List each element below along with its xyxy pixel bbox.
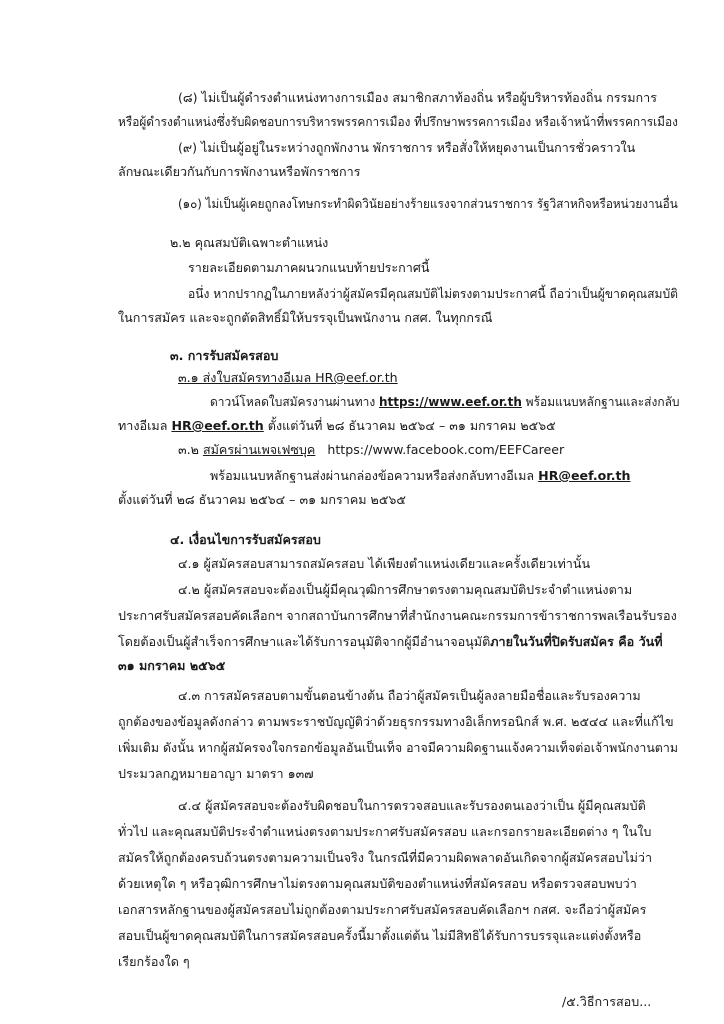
section-4-4-line-3: สมัครให้ถูกต้องครบถ้วนตรงตามความเป็นจริง ในกรณีที่มีความผิดพลาดอันเกิดจากผู้สมัครสอบไม่ว่า	[118, 850, 653, 865]
section-3-1-line-2	[118, 420, 556, 433]
section-3-1-attach-text: พร้อมแนบหลักฐานและส่งกลับ	[525, 394, 680, 409]
section-2-2-heading: ๒.๒ คุณสมบัติเฉพาะตำแหน่ง	[170, 235, 329, 250]
section-4-4-line-7: เรียกร้องใด ๆ	[118, 954, 190, 969]
item-10: (๑๐) ไม่เป็นผู้เคยถูกลงโทษกระทำผิดวินัยอย่างร้ายแรงจากส่วนราชการ รัฐวิสาหกิจหรือหน่วยงานอื่น	[178, 196, 678, 211]
section-3-2-line-2	[210, 470, 630, 483]
section-4-heading: ๔. เงื่อนไขการรับสมัครสอบ	[170, 532, 321, 547]
section-4-2-approval-text: โดยต้องเป็นผู้สำเร็จการศึกษาและได้รับการอนุมัติจากผู้มีอำนาจอนุมัติ	[118, 634, 491, 649]
section-4-1: ๔.๑ ผู้สมัครสอบสามารถสมัครสอบ ได้เพียงตำแหน่งเดียวและครั้งเดียวเท่านั้น	[178, 556, 591, 571]
section-2-2-note-line-2: ในการสมัคร และจะถูกตัดสิทธิ์มิให้บรรจุเป็นพนักงาน กสศ. ในทุกกรณี	[118, 310, 493, 325]
section-3-2-prefix: ๓.๒	[178, 442, 199, 457]
section-3-1-heading: ๓.๑ ส่งใบสมัครทางอีเมล HR@eef.or.th	[178, 370, 398, 385]
section-4-2-line-1: ๔.๒ ผู้สมัครสอบจะต้องเป็นผู้มีคุณวุฒิการศึกษาตรงตามคุณสมบัติประจำตำแหน่งตาม	[178, 582, 633, 597]
section-3-1-download-text: ดาวน์โหลดใบสมัครงานผ่านทาง	[210, 394, 376, 409]
section-4-4-line-4: ด้วยเหตุใด ๆ หรือวุฒิการศึกษาไม่ตรงตามคุณสมบัติของตำแหน่งที่สมัครสอบ หรือตรวจสอบพบว่า	[118, 876, 637, 891]
section-3-2-heading: สมัครผ่านเพจเฟซบุค	[202, 442, 316, 457]
item-8-line-1: (๘) ไม่เป็นผู้ดำรงตำแหน่งทางการเมือง สมาชิกสภาท้องถิ่น หรือผู้บริหารท้องถิ่น กรรมการ	[178, 90, 657, 105]
hr-email-link[interactable]: HR@eef.or.th	[171, 418, 264, 433]
section-4-4-line-6: สอบเป็นผู้ขาดคุณสมบัติในการสมัครสอบครั้งนี้มาตั้งแต่ต้น ไม่มีสิทธิได้รับการบรรจุและแต่งตั้งหรือ	[118, 928, 642, 943]
section-4-3-line-2: ถูกต้องของข้อมูลดังกล่าว ตามพระราชบัญญัติว่าด้วยธุรกรรมทางอิเล็กทรอนิกส์ พ.ศ. ๒๕๔๔ และที่แก้ไข	[118, 714, 674, 729]
section-3-2-attach-text: พร้อมแนบหลักฐานส่งผ่านกล่องข้อความหรือส่งกลับทางอีเมล	[210, 468, 535, 483]
item-9-line-2: ลักษณะเดียวกันกับการพักงานหรือพักราชการ	[118, 164, 361, 179]
section-4-4-line-1: ๔.๔ ผู้สมัครสอบจะต้องรับผิดชอบในการตรวจสอบและรับรองตนเองว่าเป็น ผู้มีคุณสมบัติ	[178, 798, 646, 813]
item-8-line-2: หรือผู้ดำรงตำแหน่งซึ่งรับผิดชอบการบริหารพรรคการเมือง ที่ปรึกษาพรรคการเมือง หรือเจ้าหน้าที่พรรคการเมือง	[118, 114, 678, 129]
section-3-2-line-1	[178, 444, 564, 457]
section-3-1-email-label: ทางอีเมล	[118, 418, 168, 433]
section-4-3-line-1: ๔.๓ การสมัครสอบตามขั้นตอนข้างต้น ถือว่าผู้สมัครเป็นผู้ลงลายมือชื่อและรับรองความ	[178, 688, 641, 703]
section-4-2-deadline-text: ภายในวันที่ปิดรับสมัคร คือ วันที่	[490, 634, 663, 649]
section-3-heading: ๓. การรับสมัครสอบ	[170, 348, 279, 363]
section-4-3-line-4: ประมวลกฎหมายอาญา มาตรา ๑๓๗	[118, 766, 314, 781]
section-4-2-line-3	[118, 636, 663, 649]
page-continuation: /๕.วิธีการสอบ...	[562, 994, 652, 1009]
section-2-2-note-line-1: อนึ่ง หากปรากฏในภายหลังว่าผู้สมัครมีคุณสมบัติไม่ตรงตามประกาศนี้ ถือว่าเป็นผู้ขาดคุณสมบัติ	[188, 286, 679, 301]
section-4-4-line-5: เอกสารหลักฐานของผู้สมัครสอบไม่ถูกต้องตามประกาศรับสมัครสอบคัดเลือกฯ กสศ. จะถือว่าผู้สมัคร	[118, 902, 647, 917]
section-4-3-line-3: เพิ่มเติม ดังนั้น หากผู้สมัครจงใจกรอกข้อมูลอันเป็นเท็จ อาจมีความผิดฐานแจ้งความเท็จต่อเจ้าพนักงานตาม	[118, 740, 678, 755]
section-4-4-line-2: ทั่วไป และคุณสมบัติประจำตำแหน่งตรงตามประกาศรับสมัครสอบ และกรอกรายละเอียดต่าง ๆ ในใบ	[118, 824, 652, 839]
facebook-page-link[interactable]: https://www.facebook.com/EEFCareer	[327, 442, 565, 457]
hr-email-link-2[interactable]: HR@eef.or.th	[538, 468, 631, 483]
section-4-2-deadline-date: ๓๑ มกราคม ๒๕๖๕	[118, 658, 226, 673]
section-3-1-period: ตั้งแต่วันที่ ๒๘ ธันวาคม ๒๕๖๔ – ๓๑ มกราคม ๒๕๖๕	[267, 418, 556, 433]
section-2-2-detail: รายละเอียดตามภาคผนวกแนบท้ายประกาศนี้	[188, 260, 430, 275]
section-3-1-line-1	[210, 396, 680, 409]
section-4-2-line-2: ประกาศรับสมัครสอบคัดเลือกฯ จากสถาบันการศึกษาที่สำนักงานคณะกรรมการข้าราชการพลเรือนรับรอง	[118, 608, 677, 623]
section-3-2-period: ตั้งแต่วันที่ ๒๘ ธันวาคม ๒๕๖๔ – ๓๑ มกราคม ๒๕๖๕	[118, 492, 406, 507]
item-9-line-1: (๙) ไม่เป็นผู้อยู่ในระหว่างถูกพักงาน พักราชการ หรือสั่งให้หยุดงานเป็นการชั่วคราวใน	[178, 140, 636, 155]
eef-website-link[interactable]: https://www.eef.or.th	[379, 394, 522, 409]
